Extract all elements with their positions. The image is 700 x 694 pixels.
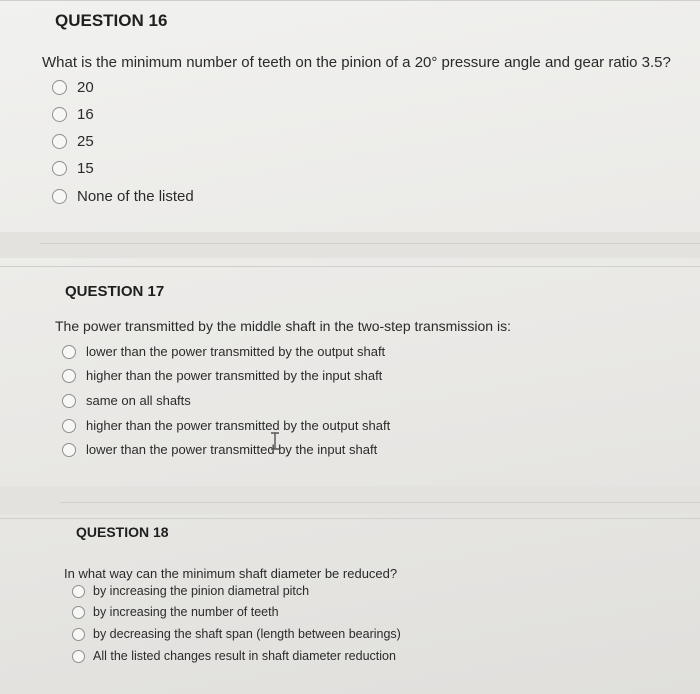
option-label: 15 xyxy=(77,160,94,177)
option-label: lower than the power transmitted by the output shaft xyxy=(86,344,386,359)
question-title: QUESTION 18 xyxy=(76,524,169,540)
question-title: QUESTION 16 xyxy=(55,11,168,30)
option-label: 20 xyxy=(77,79,94,96)
question-prompt: What is the minimum number of teeth on the pinion of a 20° pressure angle and gear ratio 3.5? xyxy=(42,54,671,71)
radio-empty-icon[interactable] xyxy=(72,628,85,641)
answer-option[interactable] xyxy=(72,584,309,598)
radio-empty-icon[interactable] xyxy=(52,80,67,95)
answer-option[interactable] xyxy=(52,160,94,177)
question-divider xyxy=(40,243,700,244)
radio-empty-icon[interactable] xyxy=(72,650,85,663)
option-label: All the listed changes result in shaft diameter reduction xyxy=(93,649,396,663)
radio-empty-icon[interactable] xyxy=(62,345,76,359)
question-prompt: In what way can the minimum shaft diameter be reduced? xyxy=(64,566,398,581)
answer-option[interactable] xyxy=(72,627,401,641)
option-label: by increasing the number of teeth xyxy=(93,605,279,619)
question-title: QUESTION 17 xyxy=(65,283,165,300)
option-label: higher than the power transmitted by the input shaft xyxy=(86,368,383,383)
question-17 xyxy=(0,255,700,505)
answer-option[interactable] xyxy=(72,649,396,663)
option-label: 25 xyxy=(77,133,94,150)
question-prompt: The power transmitted by the middle shaft in the two-step transmission is: xyxy=(55,318,511,334)
answer-option[interactable] xyxy=(62,418,390,433)
question-divider xyxy=(60,502,700,503)
option-label: 16 xyxy=(77,106,94,123)
radio-empty-icon[interactable] xyxy=(62,369,76,383)
answer-option[interactable] xyxy=(52,79,94,96)
answer-option[interactable] xyxy=(52,106,94,123)
answer-option[interactable] xyxy=(62,344,385,359)
answer-option[interactable] xyxy=(62,393,191,408)
answer-option[interactable] xyxy=(52,188,194,205)
option-label: same on all shafts xyxy=(86,393,191,408)
text-cursor-icon xyxy=(268,432,282,450)
answer-option[interactable] xyxy=(72,605,279,619)
option-label: by decreasing the shaft span (length between bearings) xyxy=(93,627,401,641)
radio-empty-icon[interactable] xyxy=(52,134,67,149)
option-label: lower than the power transmitted by the input shaft xyxy=(86,442,378,457)
option-label: higher than the power transmitted by the output shaft xyxy=(86,418,391,433)
radio-empty-icon[interactable] xyxy=(62,419,76,433)
answer-option[interactable] xyxy=(62,368,382,383)
radio-empty-icon[interactable] xyxy=(52,161,67,176)
question-18 xyxy=(0,505,700,694)
option-label: None of the listed xyxy=(77,188,194,205)
answer-option[interactable] xyxy=(62,442,377,457)
radio-empty-icon[interactable] xyxy=(62,394,76,408)
question-16 xyxy=(0,0,700,255)
radio-empty-icon[interactable] xyxy=(72,585,85,598)
radio-empty-icon[interactable] xyxy=(52,189,67,204)
radio-empty-icon[interactable] xyxy=(72,606,85,619)
option-label: by increasing the pinion diametral pitch xyxy=(93,584,310,598)
radio-empty-icon[interactable] xyxy=(52,107,67,122)
answer-option[interactable] xyxy=(52,133,94,150)
radio-empty-icon[interactable] xyxy=(62,443,76,457)
